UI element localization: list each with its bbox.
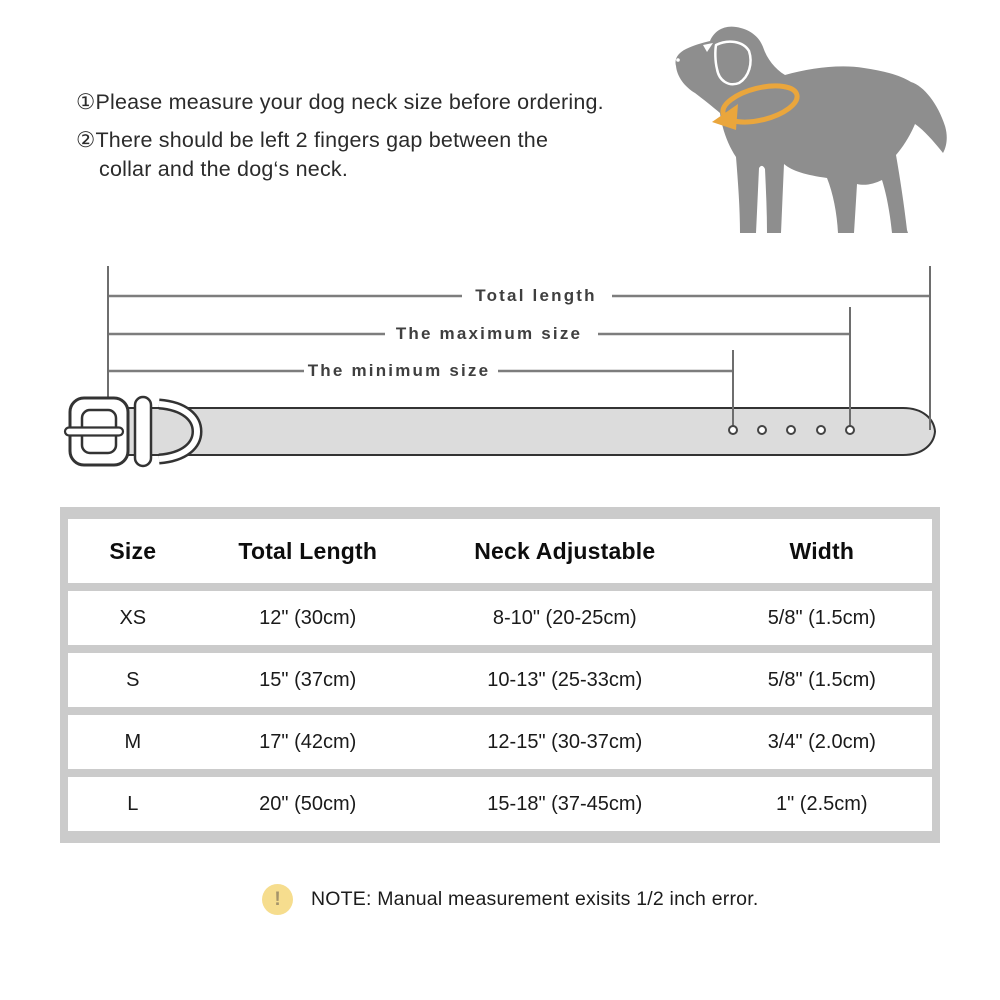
label-minimum-size: The minimum size — [307, 361, 491, 380]
cell-total-length: 12" (30cm) — [259, 606, 357, 629]
note-row — [262, 884, 758, 915]
label-maximum-size: The maximum size — [395, 324, 583, 343]
dog-nostril — [676, 58, 680, 62]
cell-width: 5/8" (1.5cm) — [767, 668, 876, 691]
instruction-2-continued: collar and the dog‘s neck. — [99, 157, 349, 181]
label-total-length: Total length — [475, 286, 597, 305]
header-width: Width — [789, 537, 855, 564]
header-size: Size — [109, 537, 157, 564]
cell-width: 5/8" (1.5cm) — [767, 606, 876, 629]
cell-width: 3/4" (2.0cm) — [767, 730, 876, 753]
instruction-1: ①Please measure your dog neck size before ordering. — [76, 90, 604, 114]
strap-keeper — [135, 397, 151, 466]
dog-illustration — [648, 16, 960, 244]
instructions-block — [76, 88, 696, 183]
collar-strap — [115, 408, 935, 455]
buckle-prong — [65, 428, 123, 436]
header-total-length: Total Length — [238, 537, 378, 564]
cell-total-length: 15" (37cm) — [259, 668, 357, 691]
table-row-s — [68, 653, 932, 707]
cell-neck-adjustable: 10-13" (25-33cm) — [487, 668, 643, 691]
cell-neck-adjustable: 15-18" (37-45cm) — [487, 792, 643, 815]
header-neck-adjustable: Neck Adjustable — [474, 537, 656, 564]
instruction-2: ②There should be left 2 fingers gap between the — [76, 128, 549, 152]
cell-total-length: 17" (42cm) — [259, 730, 357, 753]
cell-size: XS — [119, 606, 147, 629]
cell-size: L — [127, 792, 139, 815]
table-header-row — [68, 519, 932, 583]
dog-ear — [715, 42, 750, 85]
table-row-l — [68, 777, 932, 831]
cell-neck-adjustable: 8-10" (20-25cm) — [492, 606, 637, 629]
cell-width: 1" (2.5cm) — [776, 792, 868, 815]
size-table — [60, 507, 940, 843]
table-row-xs — [68, 591, 932, 645]
cell-neck-adjustable: 12-15" (30-37cm) — [487, 730, 643, 753]
cell-size: M — [124, 730, 142, 753]
note-text: NOTE: Manual measurement exisits 1/2 inch error. — [311, 888, 759, 910]
cell-total-length: 20" (50cm) — [259, 792, 357, 815]
exclamation-icon: ! — [262, 884, 293, 915]
dog-silhouette-icon — [648, 16, 960, 244]
table-row-m — [68, 715, 932, 769]
cell-size: S — [126, 668, 140, 691]
